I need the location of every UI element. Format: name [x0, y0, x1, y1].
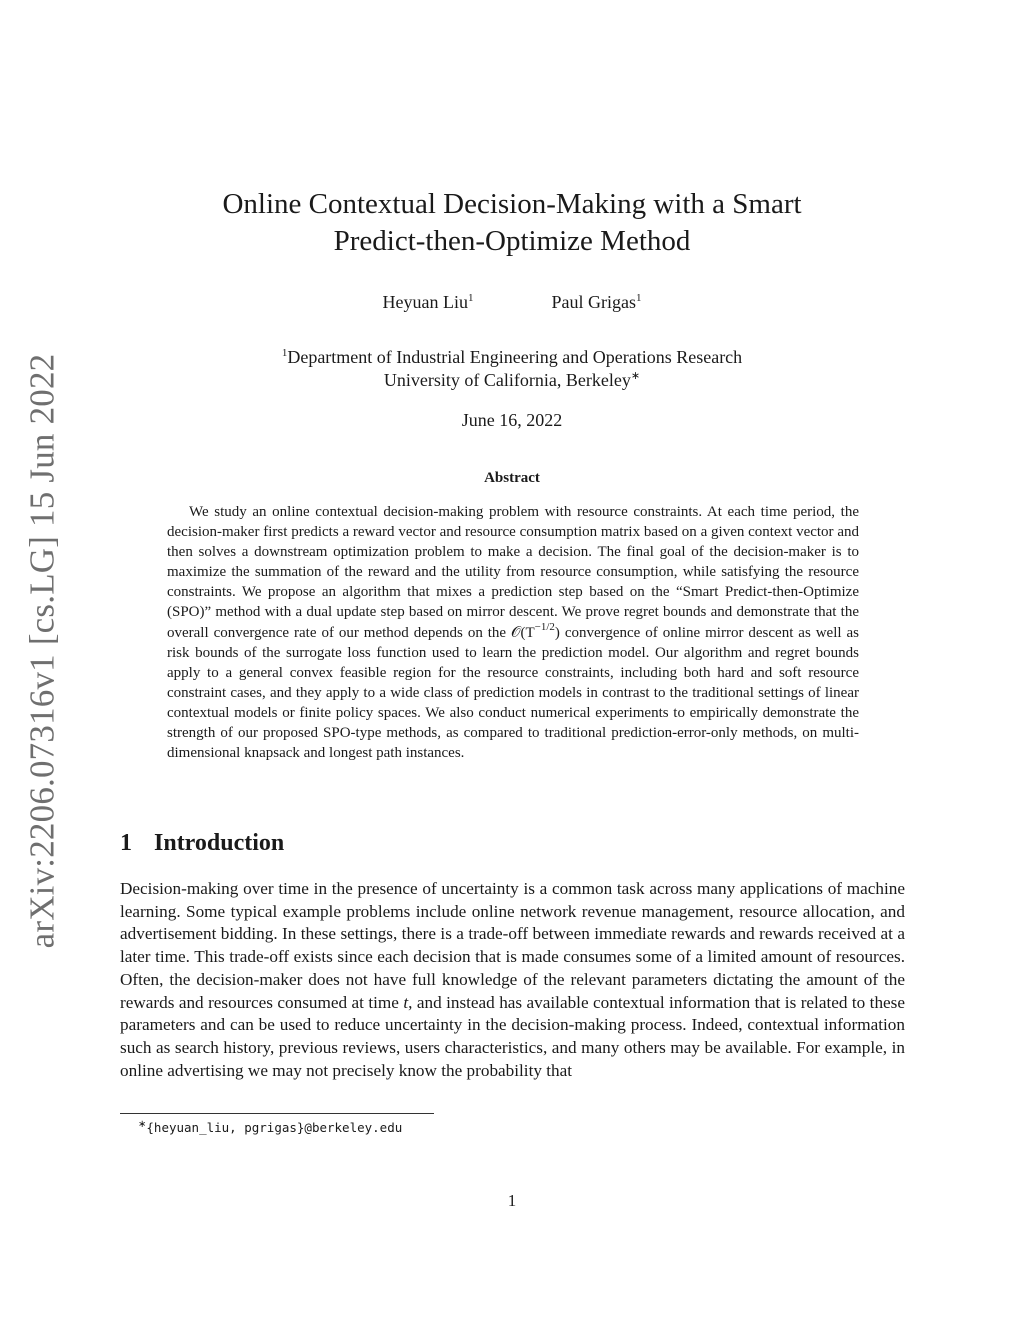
abstract-text-part-1: We study an online contextual decision-making problem with resource constraints. At each time period, the decision-maker first predicts a reward vector and resource consumption matrix based on a given context vector and then solves a downstream optimization problem to make a decision. The final goal of the decision-maker is to maximize the summation of the reward and the utility from resource consumption, while satisfying the resource constraints. We propose an algorithm that mixes a prediction step based on the “Smart Predict-then-Optimize (SPO)” method with a dual update step based on mirror descent. We prove regret bounds and demonstrate that the overall convergence rate of our method depends on the: [167, 504, 859, 641]
abstract-body: [167, 502, 859, 763]
title-line-2: Predict-then-Optimize Method: [333, 225, 691, 257]
paper-title: [120, 186, 904, 260]
author-list: [120, 292, 904, 313]
math-exponent: −1/2: [534, 620, 555, 633]
abstract-text-part-2: convergence of online mirror descent as well as risk bounds of the surrogate loss function used to learn the prediction model. Our algorithm and regret bounds apply to a general convex feasible region for the resource constraints, including both hard and soft resource constraint cases, and they apply to a wide class of prediction models in contrast to the traditional settings of linear contextual models or finite policy spaces. We also conduct numerical experiments to empirically demonstrate the strength of our proposed SPO-type methods, as compared to traditional prediction-error-only methods, on multi-dimensional knapsack and longest path instances.: [167, 624, 859, 762]
footnote-mark: ∗: [138, 1119, 147, 1130]
department-mark: 1: [281, 347, 288, 359]
section-title: Introduction: [154, 830, 285, 856]
intro-variable-t: t: [403, 992, 409, 1012]
arxiv-identifier-margin: [14, 353, 70, 949]
introduction-paragraph: [120, 878, 905, 1082]
page-number: 1: [507, 1191, 517, 1210]
author-1-name: Heyuan Liu: [382, 292, 468, 312]
intro-text-part-2: , and instead has available contextual information that is related to these parameters and can be used to reduce uncertainty in the decision-making process. Indeed, contextual information such as search history, previous reviews, users characteristics, and many others may be available. For example, in online advertising we may not precisely know the probability that: [120, 992, 905, 1080]
arxiv-identifier[interactable]: arXiv:2206.07316v1 [cs.LG] 15 Jun 2022: [22, 353, 62, 949]
section-number: 1: [120, 830, 132, 856]
author-1: [383, 292, 474, 313]
footnote-email[interactable]: {heyuan_liu, pgrigas}@berkeley.edu: [146, 1120, 403, 1135]
university-name: University of California, Berkeley: [383, 370, 631, 390]
intro-text-part-1: Decision-making over time in the presence of uncertainty is a common task across many applications of machine learning. Some typical example problems include online network revenue management, resource allocation, and advertisement bidding. In these settings, there is a trade-off between immediate rewards and rewards received at a later time. This trade-off exists since each decision that is made consumes some of a limited amount of resources. Often, the decision-maker does not have full knowledge of the relevant parameters dictating the amount of the rewards and resources consumed at time: [120, 879, 905, 1012]
math-big-o: 𝒪(T: [511, 624, 535, 641]
department-name: Department of Industrial Engineering and Operations Research: [287, 347, 743, 367]
footnote: [138, 1120, 402, 1135]
university-footnote-mark[interactable]: ∗: [630, 370, 641, 382]
abstract-math-complexity: [511, 620, 560, 641]
author-1-affiliation-mark: 1: [467, 292, 474, 304]
footnote-divider: [120, 1113, 434, 1114]
author-2-affiliation-mark: 1: [635, 292, 642, 304]
paper-date: June 16, 2022: [461, 410, 563, 430]
university-line: [120, 369, 904, 392]
author-2: [551, 292, 641, 313]
author-2-name: Paul Grigas: [551, 292, 636, 312]
department-line: [120, 346, 904, 369]
math-close-paren: ): [554, 624, 560, 641]
abstract-heading: Abstract: [484, 470, 540, 486]
affiliation: [120, 346, 904, 392]
section-heading: [120, 830, 284, 857]
title-line-1: Online Contextual Decision-Making with a Smart: [222, 188, 802, 220]
